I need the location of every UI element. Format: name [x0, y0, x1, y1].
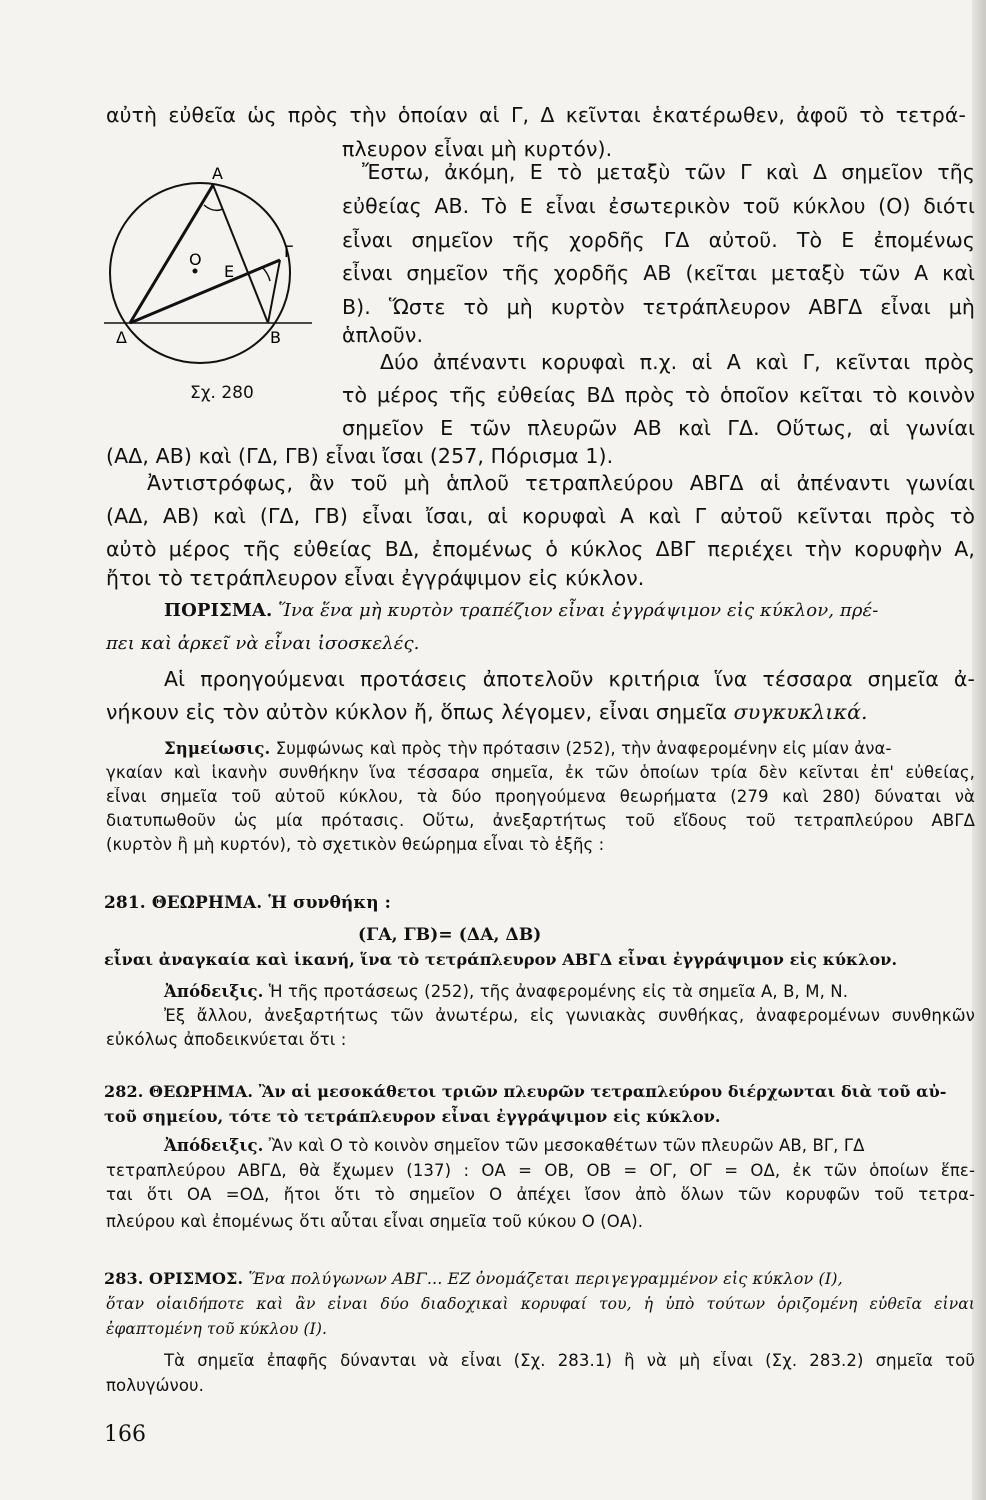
theorem-281-formula: (ΓΑ, ΓΒ)= (ΔΑ, ΔΒ) — [358, 925, 542, 945]
text-line: εἶναι σημεῖον τῆς χορδῆς ΑΒ (κεῖται μεταξὺ τῶν Α καὶ — [342, 261, 975, 285]
text-line: πολυγώνου. — [106, 1376, 205, 1395]
text-italic: συγκυκλικά. — [733, 700, 868, 724]
circle-outline — [110, 183, 290, 363]
text-line: σημεῖον Ε τῶν πλευρῶν ΑΒ καὶ ΓΔ. Οὕτως, αἱ γωνίαι — [342, 416, 975, 440]
note-line: (κυρτὸν ἢ μὴ κυρτόν), τὸ σχετικὸν θεώρημα εἶναι τὸ ἑξῆς : — [106, 835, 605, 854]
text-line: Δύο ἀπέναντι κορυφαὶ π.χ. αἱ Α καὶ Γ, κεῖνται πρὸς — [380, 350, 975, 374]
text-line: Ἀντιστρόφως, ἂν τοῦ μὴ ἁπλοῦ τετραπλεύρου ΑΒΓΔ αἱ ἀπέναντι γωνίαι — [147, 471, 975, 495]
note-line — [164, 739, 892, 758]
angle-mark-g — [262, 267, 270, 281]
definition-text: ὅταν οἱαιδήποτε καὶ ἂν εἶναι δύο διαδοχικαὶ κορυφαί του, ἡ ὑπὸ τούτων ὁριζομένη εὐθεῖα εἶναι — [106, 1295, 975, 1313]
definition-283-heading: 283. ΟΡΙΣΜΟΣ. — [104, 1269, 244, 1288]
text-span: Ἂν καὶ Ο τὸ κοινὸν σημεῖον τῶν μεσοκαθέτων τῶν πλευρῶν ΑΒ, ΒΓ, ΓΔ — [263, 1136, 865, 1155]
proof-label: Ἀπόδειξις. — [164, 1136, 264, 1155]
text-line: Ἔστω, ἀκόμη, Ε τὸ μεταξὺ τῶν Γ καὶ Δ σημεῖον τῆς — [362, 160, 975, 184]
angle-mark-a — [204, 205, 223, 210]
note-label: Σημείωσις. — [164, 739, 271, 758]
note-line: γκαίαν καὶ ἱκανὴν συνθήκην ἵνα τέσσαρα σημεῖα, ἐκ τῶν ὁποίων τρία δὲν κεῖνται ἐπ' εὐθείας, — [106, 763, 975, 782]
text-line: αὐτὴ εὐθεῖα ὡς πρὸς τὴν ὁποίαν αἱ Γ, Δ κεῖνται ἑκατέρωθεν, ἀφοῦ τὸ τετρά- — [106, 103, 966, 127]
segment-dg — [130, 260, 280, 323]
definition-text: Ἕνα πολύγωνων ΑΒΓ... ΕΖ ὀνομάζεται περιγεγραμμένον εἰς κύκλον (Ι), — [243, 1269, 843, 1288]
proof-line: πλεύρου καὶ ἐπομένως ὅτι αὗται εἶναι σημεῖα τοῦ κύκου Ο (ΟΑ). — [106, 1212, 644, 1231]
text-line: Αἱ προηγούμεναι προτάσεις ἀποτελοῦν κριτήρια ἵνα τέσσαρα σημεῖα ἀ- — [164, 667, 975, 691]
text-line — [106, 700, 868, 724]
proof-line: Ἐξ ἄλλου, ἀνεξαρτήτως τῶν ἀνωτέρω, εἰς γωνιακὰς συνθήκας, ἀναφερομένων συνθηκῶν — [164, 1006, 975, 1025]
center-point — [193, 269, 198, 274]
label-e: E — [224, 262, 235, 281]
theorem-282-heading: 282. ΘΕΩΡΗΜΑ. Ἂν αἱ μεσοκάθετοι τριῶν πλευρῶν τετραπλεύρου διέρχωνται διὰ τοῦ αὐ- — [104, 1082, 947, 1101]
page-edge — [972, 0, 986, 1500]
text-line: εὐθείας ΑΒ. Τὸ Ε εἶναι ἐσωτερικὸν τοῦ κύκλου (Ο) διότι — [342, 194, 975, 218]
definition-283-line — [104, 1269, 843, 1288]
text-line: (ΑΔ, ΑΒ) καὶ (ΓΔ, ΓΒ) εἶναι ἴσαι (257, Πόρισμα 1). — [106, 444, 614, 468]
text-span: Ἡ τῆς προτάσεως (252), τῆς ἀναφερομένης εἰς τὰ σημεῖα Α, Β, Μ, Ν. — [263, 982, 849, 1001]
text-line: Β). Ὥστε τὸ μὴ κυρτὸν τετράπλευρον ΑΒΓΔ εἶναι μὴ — [342, 295, 975, 319]
porisma-text: Ἵνα ἕνα μὴ κυρτὸν τραπέζιον εἶναι ἐγγράψιμον εἰς κύκλον, πρέ- — [278, 600, 879, 621]
theorem-282-heading: τοῦ σημείου, τότε τὸ τετράπλευρον εἶναι ἐγγράψιμον εἰς κύκλον. — [104, 1107, 721, 1126]
label-o: O — [189, 250, 202, 269]
text-line: τὸ μέρος τῆς εὐθείας ΒΔ πρὸς τὸ ὁποῖον κεῖται τὸ κοινὸν — [342, 383, 975, 407]
figure-280 — [100, 165, 330, 405]
text-line: ἁπλοῦν. — [342, 323, 424, 347]
text-line: αὐτὸ μέρος τῆς εὐθείας ΒΔ, ἐπομένως ὁ κύκλος ΔΒΓ περιέχει τὴν κορυφὴν Α, — [106, 537, 975, 561]
porisma-label: ΠΟΡΙΣΜΑ. — [164, 600, 273, 621]
text-line: εἶναι σημεῖον τῆς χορδῆς ΓΔ αὐτοῦ. Τὸ Ε ἐπομένως — [342, 228, 975, 252]
porisma-heading — [164, 600, 878, 621]
figure-caption: Σχ. 280 — [190, 383, 254, 403]
text-span: Συμφώνως καὶ πρὸς τὴν πρότασιν (252), τὴν ἀναφερομένην εἰς μίαν ἀνα- — [270, 739, 892, 758]
proof-line — [164, 1136, 865, 1155]
proof-label: Ἀπόδειξις. — [164, 982, 264, 1001]
note-line: εἶναι σημεῖα τοῦ αὐτοῦ κύκλου, τὰ δύο προηγούμενα θεωρήματα (279 καὶ 280) δύναται νὰ — [106, 787, 975, 806]
theorem-281-heading: 281. ΘΕΩΡΗΜΑ. Ἡ συνθήκη : — [104, 893, 392, 913]
proof-line: ται ὅτι ΟΑ =ΟΔ, ἤτοι ὅτι τὸ σημεῖον Ο ἀπέχει ἴσον ἀπὸ ὅλων τῶν κορυφῶν τοῦ τετρα- — [106, 1185, 975, 1204]
text-line: πλευρον εἶναι μὴ κυρτόν). — [342, 137, 613, 161]
label-b: B — [270, 328, 281, 347]
definition-text: ἐφαπτομένη τοῦ κύκλου (Ι). — [106, 1320, 328, 1338]
text-line: (ΑΔ, ΑΒ) καὶ (ΓΔ, ΓΒ) εἶναι ἴσαι, αἱ κορυφαὶ Α καὶ Γ αὐτοῦ κεῖνται πρὸς τὸ — [106, 504, 975, 528]
segment-gb — [268, 260, 280, 323]
page-number: 166 — [104, 1422, 146, 1447]
proof-line: τετραπλεύρου ΑΒΓΔ, θὰ ἔχωμεν (137) : ΟΑ = ΟΒ, ΟΒ = ΟΓ, ΟΓ = ΟΔ, ἐκ τῶν ὁποίων ἕπε- — [106, 1161, 975, 1180]
label-d: Δ — [116, 328, 127, 347]
text-span: νήκουν εἰς τὸν αὐτὸν κύκλον ἤ, ὅπως λέγομεν, εἶναι σημεῖα — [106, 700, 734, 724]
proof-line: εὐκόλως ἀποδεικνύεται ὅτι : — [106, 1030, 347, 1049]
theorem-281-body: εἶναι ἀναγκαία καὶ ἱκανή, ἵνα τὸ τετράπλευρον ΑΒΓΔ εἶναι ἐγγράψιμον εἰς κύκλον. — [104, 950, 898, 969]
label-a: A — [212, 165, 223, 183]
porisma-text: πει καὶ ἀρκεῖ νὰ εἶναι ἰσοσκελές. — [106, 633, 420, 654]
proof-line — [164, 982, 848, 1001]
label-g: Γ — [284, 242, 293, 261]
text-line: ἤτοι τὸ τετράπλευρον εἶναι ἐγγράψιμον εἰς κύκλον. — [106, 566, 645, 590]
text-line: Τὰ σημεῖα ἐπαφῆς δύνανται νὰ εἶναι (Σχ. 283.1) ἢ νὰ μὴ εἶναι (Σχ. 283.2) σημεῖα τοῦ — [164, 1351, 975, 1370]
note-line: διατυπωθοῦν ὡς μία πρότασις. Οὕτω, ἀνεξαρτήτως τοῦ εἴδους τοῦ τετραπλεύρου ΑΒΓΔ — [106, 811, 975, 830]
